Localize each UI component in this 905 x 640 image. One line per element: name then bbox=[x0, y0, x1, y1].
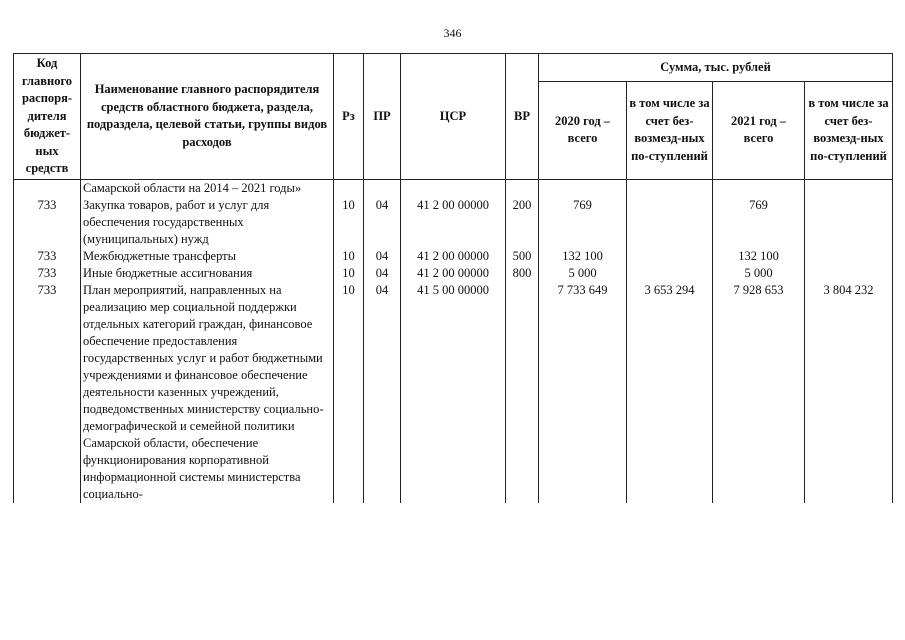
header-rz: Рз bbox=[334, 54, 364, 180]
cell-vr bbox=[506, 282, 539, 503]
cell-2021-free: 3 804 232 bbox=[805, 282, 893, 503]
table-row bbox=[14, 197, 893, 248]
cell-rz bbox=[334, 179, 364, 197]
table-row bbox=[14, 265, 893, 282]
cell-2020-total: 5 000 bbox=[539, 265, 627, 282]
cell-vr bbox=[506, 179, 539, 197]
cell-2021-free bbox=[805, 248, 893, 265]
cell-csr bbox=[401, 179, 506, 197]
cell-code: 733 bbox=[14, 282, 81, 503]
header-2020-total: 2020 год – всего bbox=[539, 81, 627, 179]
cell-2020-total: 132 100 bbox=[539, 248, 627, 265]
header-code: Код главного распоря-дителя бюджет-ных средств bbox=[14, 54, 81, 180]
cell-2021-total: 5 000 bbox=[713, 265, 805, 282]
cell-rz: 10 bbox=[334, 197, 364, 248]
cell-code: 733 bbox=[14, 197, 81, 248]
cell-2021-free bbox=[805, 265, 893, 282]
cell-code: 733 bbox=[14, 265, 81, 282]
cell-name: Иные бюджетные ассигнования bbox=[81, 265, 334, 282]
cell-code: 733 bbox=[14, 248, 81, 265]
cell-csr: 41 2 00 00000 bbox=[401, 248, 506, 265]
cell-2021-total bbox=[713, 179, 805, 197]
cell-name: Самарской области на 2014 – 2021 годы» bbox=[81, 179, 334, 197]
cell-csr: 41 2 00 00000 bbox=[401, 197, 506, 248]
cell-name: План мероприятий, направленных на реализацию мер социальной поддержки отдельных категорий граждан, финансовое обеспечение предоставления государственных услуг и работ бюджетными учреждениями и финансовое обеспечение деятельности казенных учреждений, подведомственных министерству социально-демографической и семейной политики Самарской области, обеспечение функционирования корпоративной информационной системы министерства социально- bbox=[81, 282, 334, 503]
header-name: Наименование главного распорядителя средств областного бюджета, раздела, подраздела, целевой статьи, группы видов расходов bbox=[81, 54, 334, 180]
cell-rz: 10 bbox=[334, 282, 364, 503]
cell-2020-free bbox=[627, 179, 713, 197]
cell-pr: 04 bbox=[364, 248, 401, 265]
table-header-row bbox=[14, 54, 893, 82]
cell-csr: 41 5 00 00000 bbox=[401, 282, 506, 503]
cell-pr: 04 bbox=[364, 197, 401, 248]
table-row bbox=[14, 179, 893, 197]
page-number: 346 bbox=[443, 26, 462, 40]
cell-vr: 500 bbox=[506, 248, 539, 265]
cell-2021-free bbox=[805, 197, 893, 248]
budget-table bbox=[13, 53, 893, 503]
header-2021-free: в том числе за счет без-возмезд-ных по-ступлений bbox=[805, 81, 893, 179]
cell-name: Межбюджетные трансферты bbox=[81, 248, 334, 265]
cell-pr bbox=[364, 179, 401, 197]
cell-pr: 04 bbox=[364, 282, 401, 503]
table-row bbox=[14, 282, 893, 503]
cell-2021-free bbox=[805, 179, 893, 197]
cell-rz: 10 bbox=[334, 265, 364, 282]
cell-2020-free: 3 653 294 bbox=[627, 282, 713, 503]
cell-2021-total: 769 bbox=[713, 197, 805, 248]
header-csr: ЦСР bbox=[401, 54, 506, 180]
cell-2021-total: 7 928 653 bbox=[713, 282, 805, 503]
cell-2020-total: 7 733 649 bbox=[539, 282, 627, 503]
cell-2020-total bbox=[539, 179, 627, 197]
cell-vr: 200 bbox=[506, 197, 539, 248]
cell-rz: 10 bbox=[334, 248, 364, 265]
header-pr: ПР bbox=[364, 54, 401, 180]
cell-code bbox=[14, 179, 81, 197]
header-vr: ВР bbox=[506, 54, 539, 180]
cell-csr: 41 2 00 00000 bbox=[401, 265, 506, 282]
cell-2020-free bbox=[627, 197, 713, 248]
header-2021-total: 2021 год – всего bbox=[713, 81, 805, 179]
cell-name: Закупка товаров, работ и услуг для обеспечения государственных (муниципальных) нужд bbox=[81, 197, 334, 248]
header-2020-free: в том числе за счет без-возмезд-ных по-ступлений bbox=[627, 81, 713, 179]
cell-2020-total: 769 bbox=[539, 197, 627, 248]
cell-vr: 800 bbox=[506, 265, 539, 282]
cell-2021-total: 132 100 bbox=[713, 248, 805, 265]
cell-2020-free bbox=[627, 265, 713, 282]
header-sum: Сумма, тыс. рублей bbox=[539, 54, 893, 82]
cell-pr: 04 bbox=[364, 265, 401, 282]
cell-2020-free bbox=[627, 248, 713, 265]
table-row bbox=[14, 248, 893, 265]
